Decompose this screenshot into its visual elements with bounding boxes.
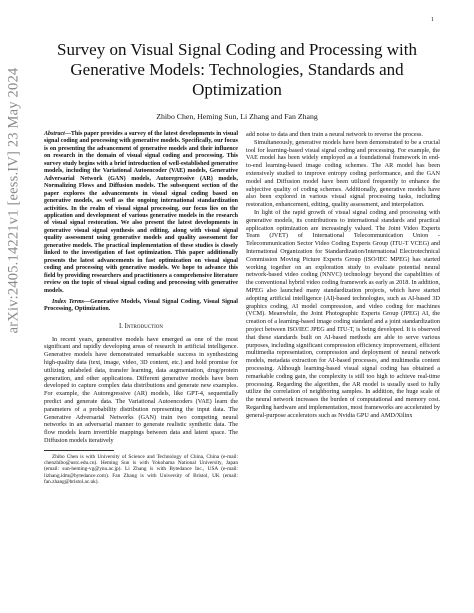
author-list: Zhibo Chen, Heming Sun, Li Zhang and Fan Zhang: [156, 112, 318, 121]
footnote-divider: [44, 450, 114, 451]
author-affiliation-footnote: Zhibo Chen is with University of Science and Technology of China, China (e-mail: chenzhibo@ustc.edu.cn). Heming Sun is with Yokohama National University, Japan (email: sun-heming-vg@ynu.ac.jp). Li Zhang is with Bytedance Inc., USA (e-mail: lizhang.idm@bytedance.com). Fan Zhang is with University of Bristol, UK (email: fan.zhang@bristol.ac.uk).: [44, 453, 238, 486]
index-terms: [44, 299, 238, 314]
abstract-text: —This paper provides a survey of the latest developments in visual signal coding and processing with generative models. Specifically, our focus is on presenting the advancement of generative models and their influence on research in the domain of visual signal coding and processing. This survey study begins with a brief introduction of well-established generative models, including the Variational Autoencoder (VAE) models, Generative Adversarial Network (GAN) models, Autoregressive (AR) models, Normalizing Flows and Diffusion models. The subsequent section of the paper explores the advancements in visual signal coding based on generative models, as well as the ongoing international standardization activities. In the realm of visual signal processing, our focus lies on the application and development of various generative models in the research of visual signal restoration. We also present the latest developments in generative visual signal synthesis and editing, along with visual signal quality assessment using generative models and quality assessment for generative models. The practical implementation of these studies is closely linked to the investigation of fast optimization. This paper additionally presents the latest advancements in fast optimization on visual signal coding and processing with generative models. We hope to advance this field by providing researchers and practitioners a comprehensive literature review on the topic of visual signal coding and processing with generative models.: [44, 131, 238, 294]
right-paragraph-generative-coding: Simultaneously, generative models have been demonstrated to be a crucial tool for learning-based visual signal coding and processing. For example, the VAE model has been widely employed as a foundational framework in end-to-end learning-based image coding schemes. The AR model has been extensively studied to improve entropy coding performance, and the GAN model and Diffusion model have been utilized frequently to enhance the subjective quality of coding schemes. Additionally, generative models have also been explored in various visual signal processing tasks, including restoration, enhancement, editing, quality assessment, and interpolation.: [246, 138, 440, 209]
arxiv-identifier-stamp: [4, 30, 24, 370]
intro-paragraph: In recent years, generative models have emerged as one of the most significant and rapidly developing areas of research in artificial intelligence. Generative models have demonstrated remarkable success in synthesizing high-quality data (text, image, video, 3D content, etc.) and hold promise for utilizing unlabeled data, transfer learning, data augmentation, drug/protein generation, and other applications. Different generative models have been developed to capture complex data distributions and generate new examples. For example, the Autoregressive (AR) models, like GPT-4, sequentially predict and generate data. The Variational Autoencoders (VAE) learn the parameters of a probability distribution representing the input data. The Generative Adversarial Networks (GAN) train two competing neural networks in an adversarial manner to generate realistic synthetic data. The flow models learn invertible mappings between data and latent space. The Diffusion models iteratively: [44, 335, 238, 445]
index-terms-label: Index Terms: [52, 298, 85, 305]
right-column: [246, 131, 440, 419]
left-column: [44, 131, 238, 485]
paper-title: Survey on Visual Signal Coding and Processing with Generative Models: Technologies, Standards and Optimization: [57, 40, 417, 99]
section-heading-introduction: I. Introduction: [118, 322, 164, 330]
arxiv-identifier-text: arXiv:2405.14221v1 [eess.IV] 23 May 2024: [5, 67, 22, 333]
abstract-label: Abstract: [44, 131, 65, 137]
abstract: [44, 131, 238, 295]
index-terms-text: —Generative Models, Visual Signal Coding, Visual Signal Processing, Optimization.: [44, 298, 238, 313]
right-paragraph-continuation: add noise to data and then train a neural network to reverse the process.: [246, 131, 423, 138]
page-number: 1: [431, 17, 434, 23]
right-paragraph-standards: In light of the rapid growth of visual signal coding and processing with generative models, its contributions to international standards and practical application optimization are increasingly valued. The Joint Video Experts Team (JVET) of International Telecommunication Union - Telecommunication Sector Video Coding Experts Group (ITU-T VCEG) and International Organization for Standardization/International Electrotechnical Commission Moving Picture Experts Group (ISO/IEC MPEG) has started working together on an exploration study to evaluate potential neural network-based video coding (NNVC) technology beyond the capabilities of the conventional hybrid video coding framework as early as 2018. In addition, MPEG also launched many standardization projects, which have started adopting artificial intelligence (AI)-based technologies, such as AI-based 3D graphics coding, AI model compression, and video coding for machines (VCM). Meanwhile, the Joint Photographic Experts Group (JPEG) AI, the creation of a learning-based image coding standard and a joint standardization project between ISO/IEC JPEG and ITU-T, is being developed. It is observed that these standards built on AI-based methods are able to serve various purposes, including significant compression efficiency improvement, efficient multimedia representation, compression and deployment of neural network models, metadata extraction for AI-based processes, and multimedia content processing. Although learning-based visual signal coding has obtained a remarkable coding gain, the complexity is still too high to achieve real-time processing. Regarding the algorithm, the AR model is usually used to fully utilize the correlation of neighboring samples. In addition, the huge scale of the neural network increases the burden of computational and memory cost. Regarding hardware and implementation, most frameworks are accelerated by general-purpose accelerators such as Nvidia GPU and AMD/Xilinx: [246, 208, 440, 419]
